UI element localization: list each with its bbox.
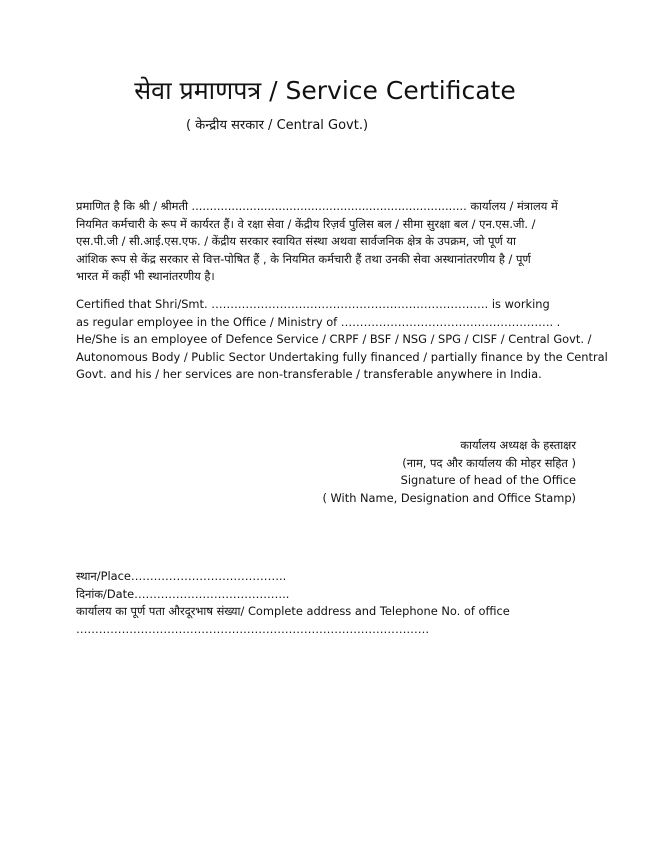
footer-fields	[76, 568, 510, 638]
signature-block	[322, 437, 576, 507]
english-certification-paragraph	[76, 296, 608, 384]
hindi-paragraph-line: आंशिक रूप से केंद्र सरकार से वित्त-पोषित हैं , के नियमित कर्मचारी हैं तथा उनकी सेवा अस्थानांतरणीय है / पूर्ण	[76, 251, 531, 266]
signature-hindi-label: कार्यालय अध्यक्ष के हस्ताक्षर	[460, 438, 576, 452]
english-paragraph-line: He/She is an employee of Defence Service / CRPF / BSF / NSG / SPG / CISF / Central Govt. /	[76, 332, 592, 346]
certificate-subtitle: ( केन्द्रीय सरकार / Central Govt.)	[186, 118, 369, 133]
hindi-paragraph-line: प्रमाणित है कि श्री / श्रीमती ............................................................................ कार्यालय / मंत्रालय में	[76, 199, 558, 213]
hindi-paragraph-line: एस.पी.जी / सी.आई.एस.एफ. / केंद्रीय सरकार स्वायित संस्था अथवा सार्वजनिक क्षेत्र के उपक्रम, जो पूर्ण या	[76, 234, 516, 248]
date-field: दिनांक/Date…………………………………..	[76, 586, 290, 601]
signature-english-label: Signature of head of the Office	[400, 473, 576, 487]
certificate-title: सेवा प्रमाणपत्र / Service Certificate	[134, 76, 516, 105]
english-paragraph-line: Autonomous Body / Public Sector Undertaking fully financed / partially finance by the Central	[76, 349, 608, 364]
english-paragraph-line: Certified that Shri/Smt. ………………………………………………………………. is working	[76, 297, 550, 311]
hindi-certification-paragraph	[76, 198, 576, 286]
address-blank-line: …………………………………………………………………………………	[76, 621, 430, 636]
hindi-paragraph-line: भारत में कहीं भी स्थानांतरणीय है।	[76, 269, 215, 283]
signature-english-note: ( With Name, Designation and Office Stamp)	[322, 490, 576, 505]
english-paragraph-line: Govt. and his / her services are non-transferable / transferable anywhere in India.	[76, 367, 542, 381]
english-paragraph-line: as regular employee in the Office / Ministry of ……………………………………………….. .	[76, 314, 561, 329]
hindi-paragraph-line: नियमित कर्मचारी के रूप में कार्यरत हैं। वे रक्षा सेवा / केंद्रीय रिज़र्व पुलिस बल / सीमा सुरक्षा बल / एन.एस.जी. /	[76, 216, 536, 231]
signature-hindi-note: (नाम, पद और कार्यालय की मोहर सहित )	[402, 455, 576, 470]
address-label: कार्यालय का पूर्ण पता औरदूरभाष संख्या/ Complete address and Telephone No. of office	[76, 604, 510, 618]
place-field: स्थान/Place…………………………………..	[76, 569, 287, 583]
